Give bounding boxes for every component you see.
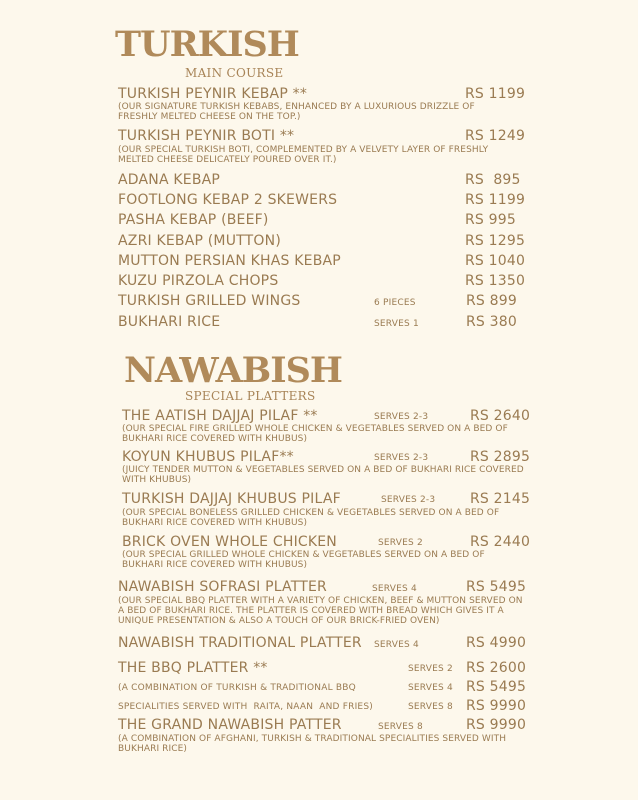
menu-item-serves: SERVES 2	[378, 538, 423, 548]
menu-item-name: ADANA KEBAP	[118, 172, 221, 188]
menu-item-price: RS 895	[465, 172, 521, 188]
menu-item-price: RS 9990	[466, 698, 527, 714]
menu-item-desc: (OUR SPECIAL GRILLED WHOLE CHICKEN & VEGETABLES SERVED ON A BED OF BUKHARI RICE COVERED WITH KHUBUS)	[122, 550, 485, 570]
menu-item-price: RS 1040	[465, 253, 526, 269]
menu-item-name: AZRI KEBAP (MUTTON)	[118, 233, 281, 249]
menu-item-price: RS 1199	[465, 192, 526, 208]
menu-item-serves: SERVES 4	[372, 584, 417, 594]
menu-item-name: BRICK OVEN WHOLE CHICKEN	[122, 534, 337, 550]
menu-item-price: RS 1199	[465, 86, 526, 102]
menu-item-price: RS 1249	[465, 128, 526, 144]
menu-item-name: TURKISH DAJJAJ KHUBUS PILAF	[122, 491, 341, 507]
menu-item-desc: (A COMBINATION OF AFGHANI, TURKISH & TRADITIONAL SPECIALITIES SERVED WITH BUKHARI RICE)	[118, 734, 507, 754]
turkish-subtitle: MAIN COURSE	[185, 66, 284, 80]
menu-item-name: THE GRAND NAWABISH PATTER	[118, 717, 342, 733]
menu-item-price: RS 995	[465, 212, 516, 228]
menu-item-serves: SERVES 1	[374, 319, 419, 329]
menu-item-price: RS 2145	[470, 491, 531, 507]
menu-item-price: RS 2600	[466, 660, 527, 676]
menu-item-note: SPECIALITIES SERVED WITH RAITA, NAAN AND FRIES)	[118, 702, 373, 712]
turkish-title: TURKISH	[115, 24, 299, 65]
menu-item-name: THE BBQ PLATTER **	[118, 660, 268, 676]
menu-item-serves: 6 PIECES	[374, 298, 416, 308]
menu-item-name: BUKHARI RICE	[118, 314, 221, 330]
nawabish-subtitle: SPECIAL PLATTERS	[185, 389, 316, 403]
menu-item-price: RS 2895	[470, 449, 531, 465]
menu-item-price: RS 2640	[470, 408, 531, 424]
menu-item-serves: SERVES 2-3	[374, 412, 429, 422]
menu-item-price: RS 1350	[465, 273, 526, 289]
menu-item-serves: SERVES 2-3	[381, 495, 436, 505]
menu-item-name: TURKISH PEYNIR BOTI **	[118, 128, 295, 144]
menu-item-name: PASHA KEBAP (BEEF)	[118, 212, 269, 228]
menu-item-name: FOOTLONG KEBAP 2 SKEWERS	[118, 192, 338, 208]
menu-item-price: RS 5495	[466, 579, 527, 595]
menu-item-serves: SERVES 2	[408, 664, 453, 674]
menu-item-desc: (OUR SIGNATURE TURKISH KEBABS, ENHANCED BY A LUXURIOUS DRIZZLE OF FRESHLY MELTED CHEESE ON THE TOP.)	[118, 102, 475, 122]
menu-item-name: KUZU PIRZOLA CHOPS	[118, 273, 279, 289]
menu-item-desc: (OUR SPECIAL TURKISH BOTI, COMPLEMENTED BY A VELVETY LAYER OF FRESHLY MELTED CHEESE DELICATELY POURED OVER IT.)	[118, 145, 489, 165]
menu-item-serves: SERVES 8	[408, 702, 453, 712]
menu-item-serves: SERVES 8	[378, 722, 423, 732]
menu-item-name: TURKISH GRILLED WINGS	[118, 293, 301, 309]
menu-item-name: THE AATISH DAJJAJ PILAF **	[122, 408, 318, 424]
menu-item-price: RS 380	[466, 314, 517, 330]
menu-item-desc: (OUR SPECIAL FIRE GRILLED WHOLE CHICKEN & VEGETABLES SERVED ON A BED OF BUKHARI RICE COVERED WITH KHUBUS)	[122, 424, 508, 444]
menu-item-price: RS 1295	[465, 233, 526, 249]
menu-item-price: RS 5495	[466, 679, 527, 695]
menu-item-desc: (OUR SPECIAL BONELESS GRILLED CHICKEN & VEGETABLES SERVED ON A BED OF BUKHARI RICE COVERED WITH KHUBUS)	[122, 508, 500, 528]
menu-item-name: KOYUN KHUBUS PILAF**	[122, 449, 294, 465]
menu-item-desc: (JUICY TENDER MUTTON & VEGETABLES SERVED ON A BED OF BUKHARI RICE COVERED WITH KHUBUS)	[122, 465, 524, 485]
menu-item-price: RS 899	[466, 293, 517, 309]
menu-item-price: RS 9990	[466, 717, 527, 733]
menu-item-note: (A COMBINATION OF TURKISH & TRADITIONAL BBQ	[118, 683, 356, 693]
menu-item-price: RS 2440	[470, 534, 531, 550]
menu-item-name: NAWABISH TRADITIONAL PLATTER	[118, 635, 362, 651]
nawabish-title: NAWABISH	[124, 350, 342, 391]
menu-item-desc: (OUR SPECIAL BBQ PLATTER WITH A VARIETY OF CHICKEN, BEEF & MUTTON SERVED ON A BED OF BUKHARI RICE. THE PLATTER IS COVERED WITH BREAD WHICH GIVES IT A UNIQUE PRESENTATION & ALSO A TOUCH OF OUR BRICK-FRIED OVEN)	[118, 596, 523, 626]
menu-item-name: TURKISH PEYNIR KEBAP **	[118, 86, 308, 102]
menu-item-serves: SERVES 2-3	[374, 453, 429, 463]
menu-item-name: NAWABISH SOFRASI PLATTER	[118, 579, 327, 595]
menu-item-price: RS 4990	[466, 635, 527, 651]
menu-item-name: MUTTON PERSIAN KHAS KEBAP	[118, 253, 341, 269]
menu-item-serves: SERVES 4	[374, 640, 419, 650]
menu-item-serves: SERVES 4	[408, 683, 453, 693]
